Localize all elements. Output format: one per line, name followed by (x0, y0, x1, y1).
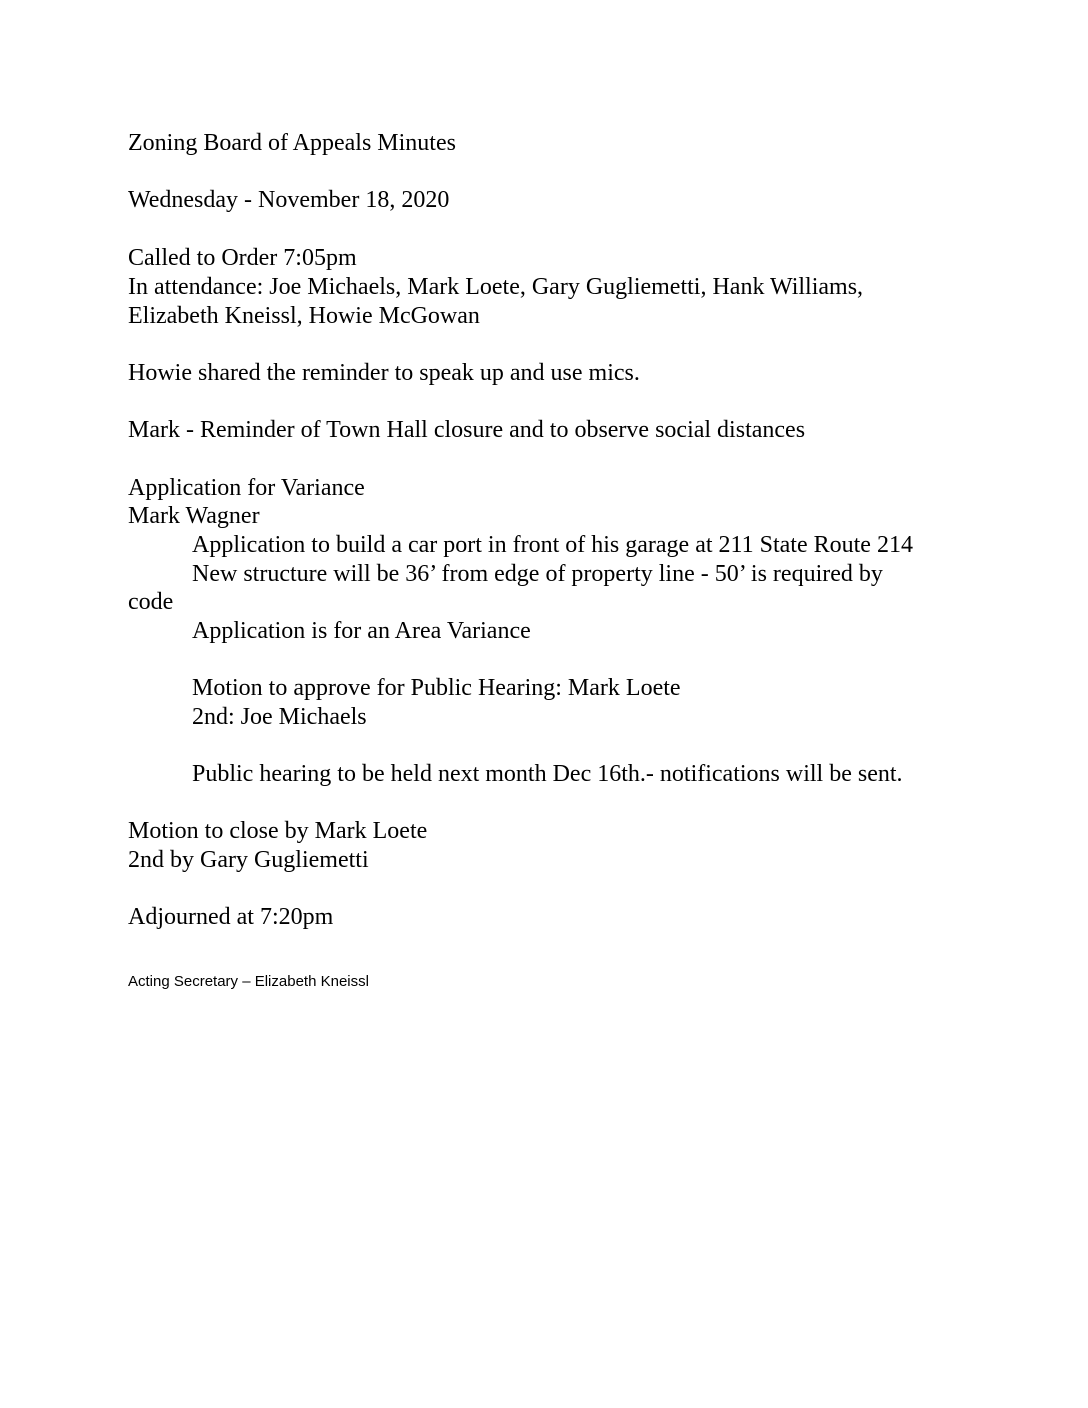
meeting-date: Wednesday - November 18, 2020 (128, 187, 450, 213)
variance-detail-1: Application to build a car port in front of his garage at 211 State Route 214 (192, 532, 913, 558)
document-title: Zoning Board of Appeals Minutes (128, 130, 456, 156)
attendance-line-1: In attendance: Joe Michaels, Mark Loete, Gary Gugliemetti, Hank Williams, (128, 274, 864, 300)
close-second: 2nd by Gary Gugliemetti (128, 847, 369, 873)
close-motion: Motion to close by Mark Loete (128, 818, 428, 844)
attendance-line-2: Elizabeth Kneissl, Howie McGowan (128, 303, 480, 329)
variance-applicant: Mark Wagner (128, 503, 260, 529)
called-to-order: Called to Order 7:05pm (128, 245, 357, 271)
mark-reminder: Mark - Reminder of Town Hall closure and to observe social distances (128, 417, 806, 443)
howie-reminder: Howie shared the reminder to speak up and use mics. (128, 360, 640, 386)
variance-detail-2: New structure will be 36’ from edge of property line - 50’ is required by (192, 561, 883, 587)
public-hearing-note: Public hearing to be held next month Dec 16th.- notifications will be sent. (192, 761, 903, 787)
variance-detail-3: Application is for an Area Variance (192, 618, 531, 644)
variance-detail-2-wrap: code (128, 589, 174, 615)
variance-heading: Application for Variance (128, 475, 365, 501)
adjourned-time: Adjourned at 7:20pm (128, 904, 334, 930)
variance-motion: Motion to approve for Public Hearing: Mark Loete (192, 675, 681, 701)
variance-second: 2nd: Joe Michaels (192, 704, 367, 730)
acting-secretary: Acting Secretary – Elizabeth Kneissl (128, 973, 369, 990)
